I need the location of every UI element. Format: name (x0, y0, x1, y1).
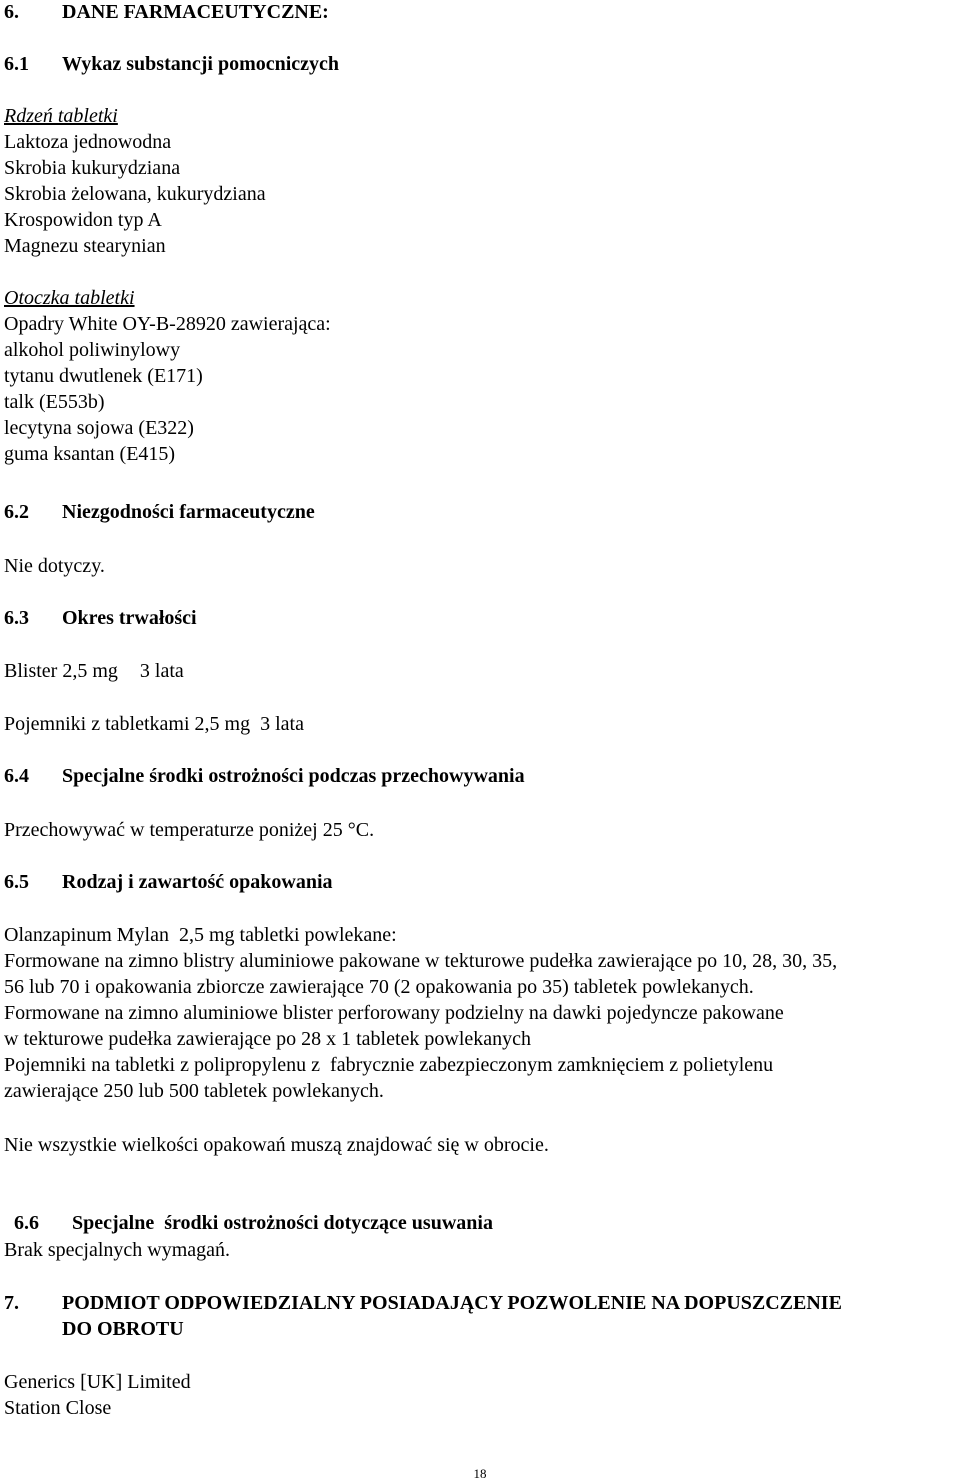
coat-heading: Otoczka tabletki (4, 287, 135, 309)
incompatibilities-text: Nie dotyczy. (4, 555, 105, 577)
section-number: 6.4 (4, 765, 29, 787)
subsection-6-4-heading (4, 763, 525, 789)
subsection-6-6-heading (4, 1184, 493, 1234)
core-item: Skrobia żelowana, kukurydziana (4, 183, 266, 205)
packaging-line: zawierające 250 lub 500 tabletek powlekanych. (4, 1080, 384, 1102)
packaging-line: Olanzapinum Mylan 2,5 mg tabletki powlekane: (4, 924, 397, 946)
section-title: Niezgodności farmaceutyczne (62, 501, 315, 523)
packaging-line: Formowane na zimno aluminiowe blister perforowany podzielny na dawki pojedyncze pakowane (4, 1002, 784, 1024)
section-title: Specjalne środki ostrożności dotyczące usuwania (72, 1212, 493, 1234)
coat-item: tytanu dwutlenek (E171) (4, 365, 203, 387)
core-item: Skrobia kukurydziana (4, 157, 181, 179)
blister-label: Blister 2,5 mg (4, 660, 118, 682)
subsection-6-1-heading (4, 51, 339, 77)
subsection-6-2-heading (4, 499, 315, 525)
address-line: Generics [UK] Limited (4, 1371, 191, 1393)
core-heading: Rdzeń tabletki (4, 105, 118, 127)
section-title: DANE FARMACEUTYCZNE: (62, 1, 329, 23)
section-number: 6.2 (4, 501, 29, 523)
blister-value: 3 lata (139, 660, 184, 682)
section-title: Wykaz substancji pomocniczych (62, 53, 340, 75)
section-6-heading (4, 0, 329, 25)
section-title: Okres trwałości (62, 607, 197, 629)
section-title: PODMIOT ODPOWIEDZIALNY POSIADAJĄCY POZWOLENIE NA DOPUSZCZENIE (62, 1292, 842, 1314)
coat-item: talk (E553b) (4, 391, 105, 413)
containers-shelf-life: Pojemniki z tabletkami 2,5 mg 3 lata (4, 713, 304, 735)
address-line: Station Close (4, 1397, 112, 1419)
section-number: 6.6 (14, 1212, 39, 1234)
section-number: 7. (4, 1292, 19, 1314)
page-number: 18 (473, 1466, 487, 1481)
blister-shelf-life (4, 658, 184, 684)
core-item: Laktoza jednowodna (4, 131, 172, 153)
section-number: 6.1 (4, 53, 29, 75)
subsection-6-3-heading (4, 605, 197, 631)
core-item: Magnezu stearynian (4, 235, 166, 257)
packaging-line: Formowane na zimno blistry aluminiowe pakowane w tekturowe pudełka zawierające po 10, 28, 30, 35, (4, 950, 838, 972)
section-number: 6.5 (4, 871, 29, 893)
coat-item: Opadry White OY-B-28920 zawierająca: (4, 313, 331, 335)
section-title: Rodzaj i zawartość opakowania (62, 871, 333, 893)
section-number: 6.3 (4, 607, 29, 629)
packaging-note: Nie wszystkie wielkości opakowań muszą znajdować się w obrocie. (4, 1134, 549, 1156)
section-7-heading-line-2: DO OBROTU (62, 1318, 184, 1340)
disposal-text: Brak specjalnych wymagań. (4, 1239, 231, 1261)
core-item: Krospowidon typ A (4, 209, 162, 231)
packaging-line: w tekturowe pudełka zawierające po 28 x 1 tabletek powlekanych (4, 1028, 532, 1050)
packaging-line: 56 lub 70 i opakowania zbiorcze zawierające 70 (2 opakowania po 35) tabletek powlekanych. (4, 976, 754, 998)
coat-item: guma ksantan (E415) (4, 443, 176, 465)
coat-item: alkohol poliwinylowy (4, 339, 181, 361)
subsection-6-5-heading (4, 869, 333, 895)
coat-item: lecytyna sojowa (E322) (4, 417, 194, 439)
section-7-heading-line-1 (4, 1290, 842, 1316)
section-number: 6. (4, 1, 19, 23)
section-title: Specjalne środki ostrożności podczas przechowywania (62, 765, 525, 787)
storage-text: Przechowywać w temperaturze poniżej 25 °C. (4, 819, 375, 841)
packaging-line: Pojemniki na tabletki z polipropylenu z fabrycznie zabezpieczonym zamknięciem z polietylenu (4, 1054, 774, 1076)
